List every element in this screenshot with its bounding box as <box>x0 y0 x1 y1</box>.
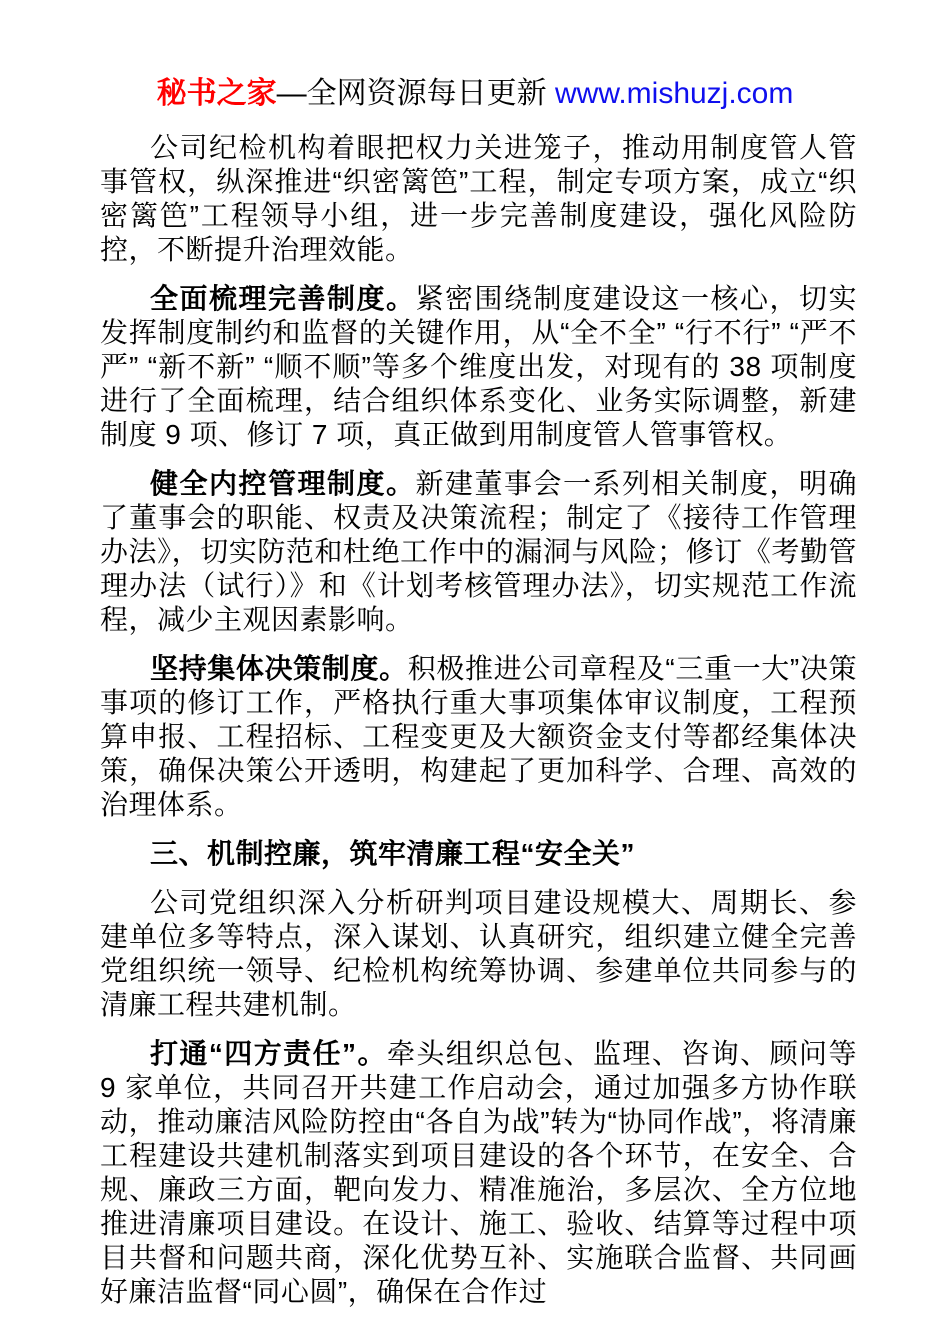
section-heading: 三、机制控廉，筑牢清廉工程“安全关” <box>150 838 636 869</box>
paragraph: 坚持集体决策制度。积极推进公司章程及“三重一大”决策事项的修订工作，严格执行重大事项集体审议制度，工程预算申报、工程招标、工程变更及大额资金支付等都经集体决策，确保决策公开透明，构建起了更加科学、合理、高效的治理体系。 <box>100 653 857 820</box>
paragraph: 公司纪检机构着眼把权力关进笼子，推动用制度管人管事管权，纵深推进“织密篱笆”工程，制定专项方案，成立“织密篱笆”工程领导小组，进一步完善制度建设，强化风险防控，不断提升治理效能。 <box>100 132 857 265</box>
site-brand: 秘书之家 <box>156 77 277 110</box>
paragraph: 公司党组织深入分析研判项目建设规模大、周期长、参建单位多等特点，深入谋划、认真研究，组织建立健全完善党组织统一领导、纪检机构统筹协调、参建单位共同参与的清廉工程共建机制。 <box>100 887 857 1020</box>
header-tagline: —全网资源每日更新 <box>276 77 555 110</box>
site-url-link[interactable]: www.mishuzj.com <box>554 77 794 110</box>
paragraph-lead: 坚持集体决策制度。 <box>150 653 408 684</box>
paragraph-lead: 打通“四方责任”。 <box>150 1038 387 1069</box>
paragraph: 全面梳理完善制度。紧密围绕制度建设这一核心，切实发挥制度制约和监督的关键作用，从“全不全” “行不行” “严不严” “新不新” “顺不顺”等多个维度出发，对现有的 38 项制度进行了全面梳理，结合组织体系变化、业务实际调整，新建制度 9 项、修订 7 项，真正做到用制度管人管事管权。 <box>100 283 857 450</box>
paragraph-lead: 全面梳理完善制度。 <box>150 283 416 314</box>
article-body <box>100 131 857 1309</box>
paragraph: 健全内控管理制度。新建董事会一系列相关制度，明确了董事会的职能、权责及决策流程；制定了《接待工作管理办法》，切实防范和杜绝工作中的漏洞与风险；修订《考勤管理办法（试行）》和《计划考核管理办法》，切实规范工作流程，减少主观因素影响。 <box>100 468 857 635</box>
site-header <box>0 0 950 112</box>
paragraph-lead: 健全内控管理制度。 <box>150 468 416 499</box>
paragraph: 打通“四方责任”。牵头组织总包、监理、咨询、顾问等 9 家单位，共同召开共建工作启动会，通过加强多方协作联动，推动廉洁风险防控由“各自为战”转为“协同作战”，将清廉工程建设共建机制落实到项目建设的各个环节，在安全、合规、廉政三方面，靶向发力、精准施治，多层次、全方位地推进清廉项目建设。在设计、施工、验收、结算等过程中项目共督和问题共商，深化优势互补、实施联合监督、共同画好廉洁监督“同心圆”，确保在合作过 <box>100 1038 857 1307</box>
